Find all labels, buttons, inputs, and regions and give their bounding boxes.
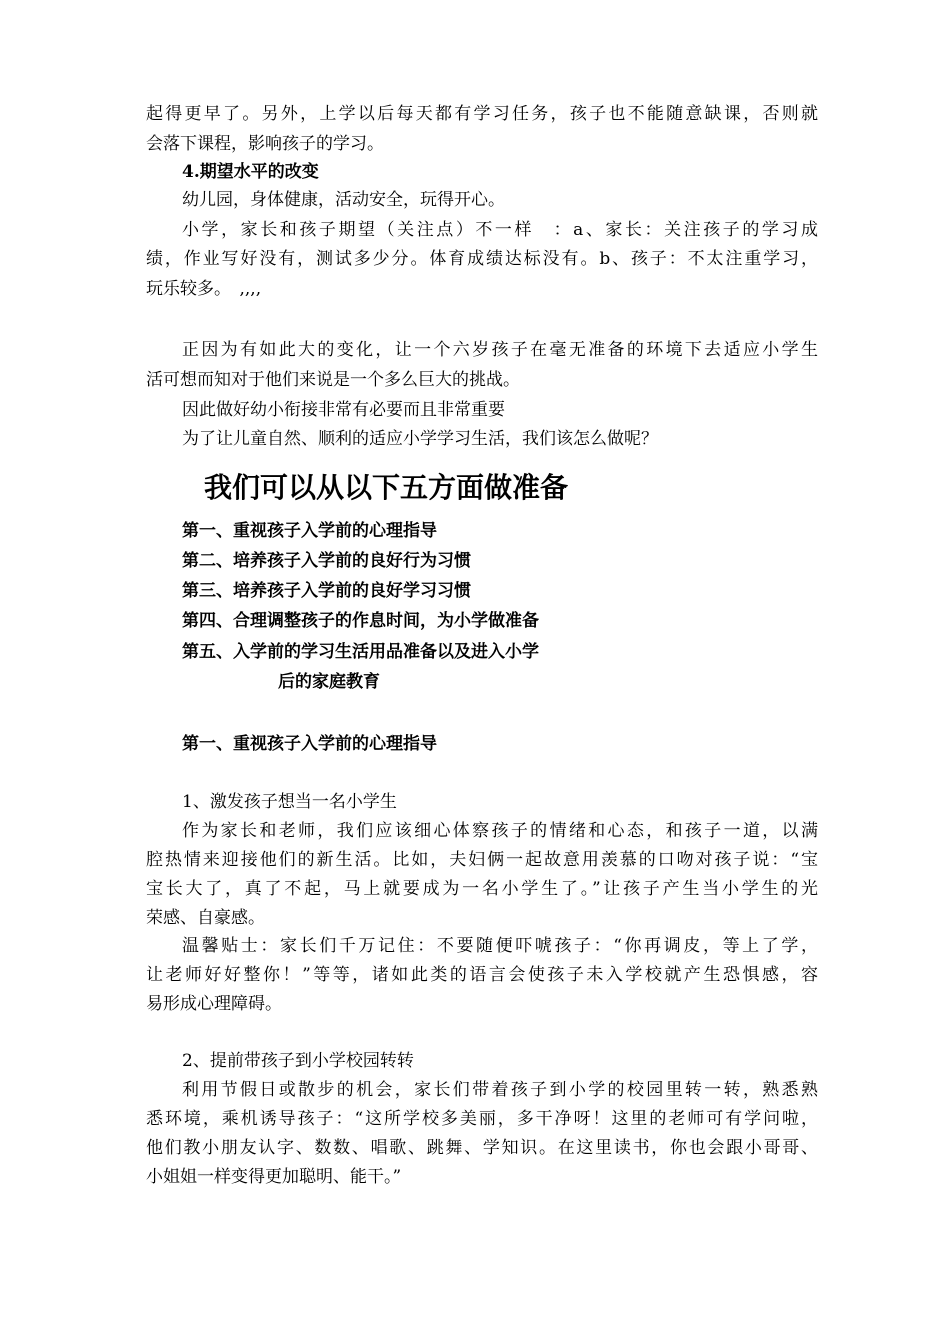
subsection-heading: 1、激发孩子想当一名小学生 [182,792,397,812]
paragraph-line: 小姐姐一样变得更加聪明、能干。” [146,1167,402,1187]
paragraph-line: 会落下课程，影响孩子的学习。 [146,134,384,154]
paragraph-line: 小学，家长和孩子期望（关注点）不一样 ：a、家长：关注孩子的学习成 [182,220,818,240]
paragraph-line: 正因为有如此大的变化，让一个六岁孩子在毫无准备的环境下去适应小学生 [182,340,818,360]
paragraph-line: 悉环境，乘机诱导孩子：“这所学校多美丽，多干净呀！这里的老师可有学问啦， [146,1109,818,1129]
paragraph-line: 幼儿园，身体健康，活动安全，玩得开心。 [182,190,505,210]
outline-item: 第四、合理调整孩子的作息时间，为小学做准备 [182,611,539,631]
paragraph-line: 易形成心理障碍。 [146,994,282,1014]
subsection-heading: 2、提前带孩子到小学校园转转 [182,1051,414,1071]
paragraph-line: 因此做好幼小衔接非常有必要而且非常重要 [182,400,505,420]
paragraph-line: 活可想而知对于他们来说是一个多么巨大的挑战。 [146,370,520,390]
section-heading: 第一、重视孩子入学前的心理指导 [182,734,437,754]
paragraph-line: 荣感、自豪感。 [146,908,265,928]
paragraph-line: 温馨贴士：家长们千万记住：不要随便吓唬孩子：“你再调皮，等上了学， [182,936,818,956]
paragraph-line: 起得更早了。另外，上学以后每天都有学习任务，孩子也不能随意缺课，否则就 [146,104,818,124]
paragraph-line: 宝长大了，真了不起，马上就要成为一名小学生了。”让孩子产生当小学生的光 [146,879,818,899]
outline-item-continuation: 后的家庭教育 [278,672,380,692]
paragraph-line: 他们教小朋友认字、数数、唱歌、跳舞、学知识。在这里读书，你也会跟小哥哥、 [146,1138,818,1158]
paragraph-line: 腔热情来迎接他们的新生活。比如，夫妇俩一起故意用羡慕的口吻对孩子说：“宝 [146,850,818,870]
paragraph-line: 玩乐较多。 ,,,, [146,279,262,299]
outline-item: 第三、培养孩子入学前的良好学习习惯 [182,581,471,601]
outline-item: 第一、重视孩子入学前的心理指导 [182,521,437,541]
paragraph-line: 为了让儿童自然、顺利的适应小学学习生活，我们该怎么做呢？ [182,429,658,449]
outline-item: 第二、培养孩子入学前的良好行为习惯 [182,551,471,571]
paragraph-line: 利用节假日或散步的机会，家长们带着孩子到小学的校园里转一转，熟悉熟 [182,1080,818,1100]
paragraph-line: 让老师好好整你！”等等，诸如此类的语言会使孩子未入学校就产生恐惧感，容 [146,965,818,985]
main-title: 我们可以从以下五方面做准备 [204,471,569,504]
paragraph-line: 绩，作业写好没有，测试多少分。体育成绩达标没有。b、孩子：不太注重学习， [146,249,818,269]
paragraph-line: 作为家长和老师，我们应该细心体察孩子的情绪和心态，和孩子一道，以满 [182,821,818,841]
outline-item: 第五、入学前的学习生活用品准备以及进入小学 [182,642,539,662]
section-heading: 4.期望水平的改变 [182,162,319,182]
